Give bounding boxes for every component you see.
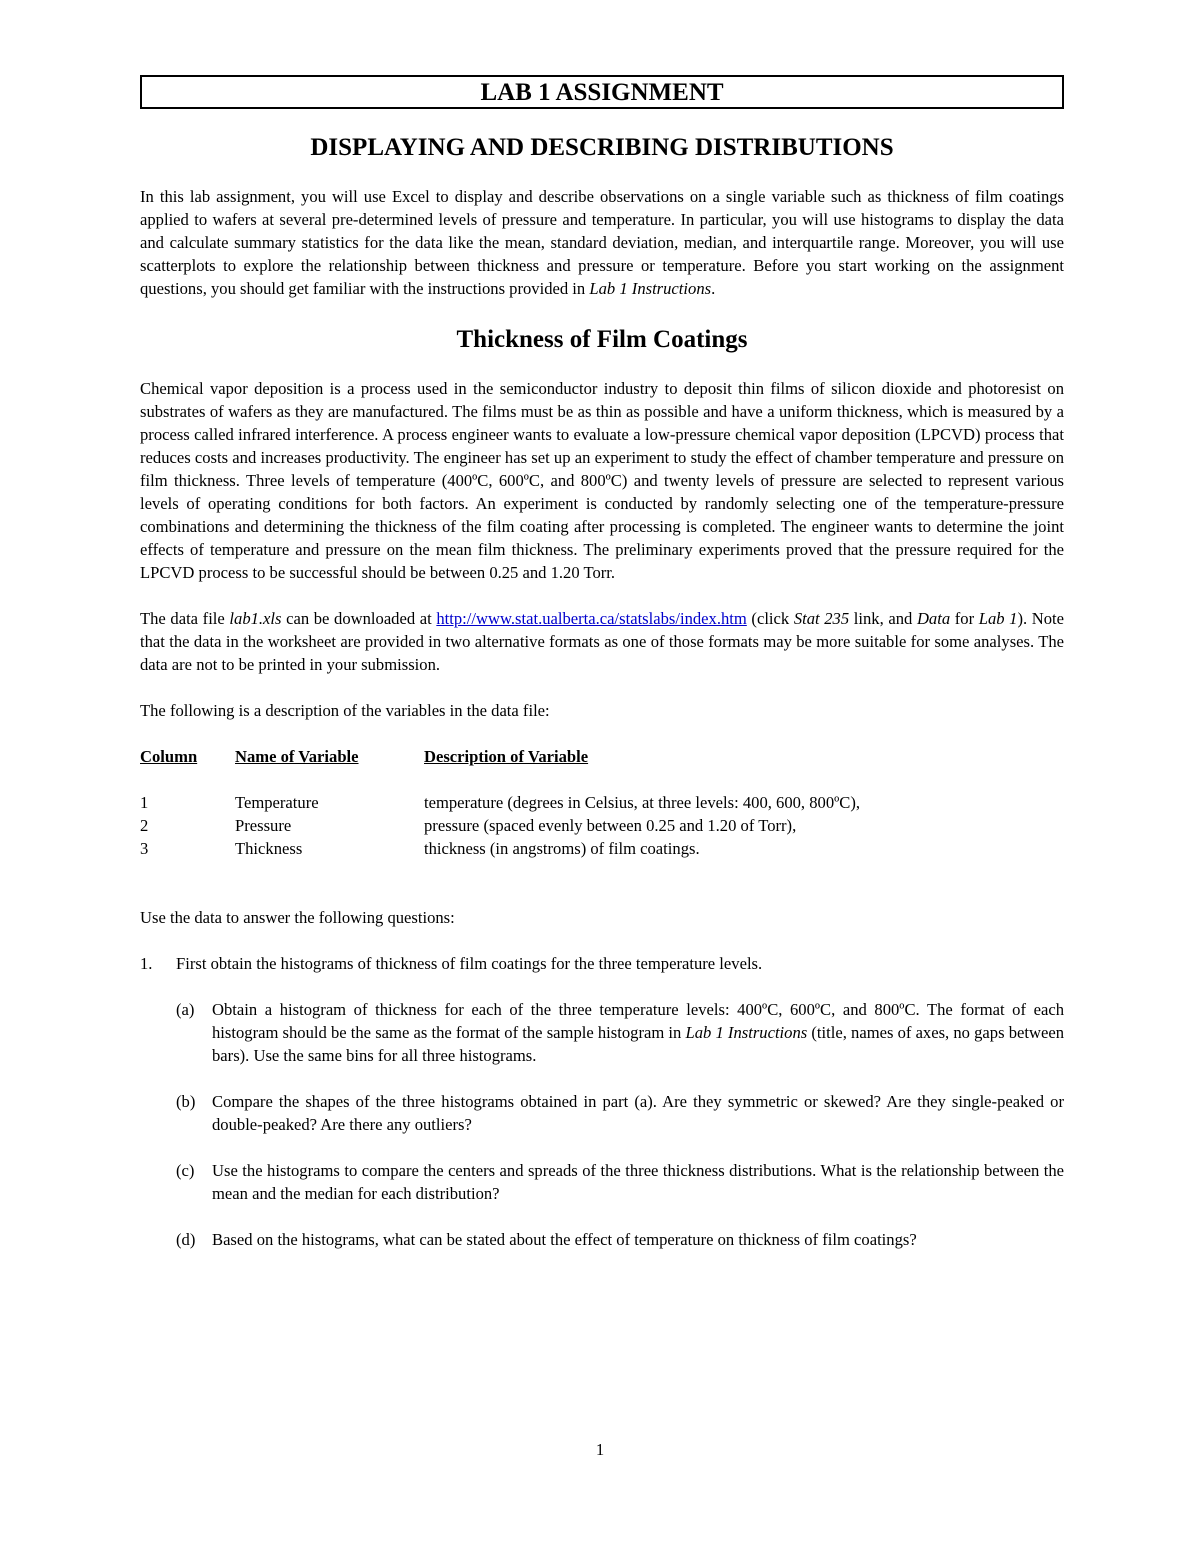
chem-paragraph: Chemical vapor deposition is a process used in the semiconductor industry to deposit thin films of silicon dioxide and photoresist on substrates of wafers as they are manufactured. The films must be as thin as possible and have a uniform thickness, which is measured by a process called infrared interference. A process engineer wants to evaluate a low-pressure chemical vapor deposition (LPCVD) process that reduces costs and increases productivity. The engineer has set up an experiment to study the effect of chamber temperature and pressure on film thickness. Three levels of temperature (400ºC, 600ºC, and 800ºC) and twenty levels of pressure are selected to represent various levels of operating conditions for both factors. An experiment is conducted by randomly selecting one of the temperature-pressure combinations and determining the thickness of the film coating after processing is completed. The engineer wants to determine the joint effects of temperature and pressure on the mean film thickness. The preliminary experiments proved that the pressure required for the LPCVD process to be successful should be between 0.25 and 1.20 Torr.: [140, 379, 1064, 582]
page-title: LAB 1 ASSIGNMENT: [140, 75, 1064, 109]
use-data-text: Use the data to answer the following questions:: [140, 908, 455, 927]
table-header: [140, 745, 1064, 768]
page-subtitle: DISPLAYING AND DESCRIBING DISTRIBUTIONS: [310, 134, 894, 161]
document-page: [140, 75, 1064, 1251]
intro-paragraph: In this lab assignment, you will use Excel to display and describe observations on a single variable such as thickness of film coatings applied to wafers at several pre-determined levels of pressure and temperature. In particular, you will use histograms to display the data and calculate summary statistics for the data like the mean, standard deviation, median, and interquartile range. Moreover, you will use scatterplots to explore the relationship between thickness and pressure or temperature. Before you start working on the assignment questions, you should get familiar with the instructions provided in Lab 1 Instructions.: [140, 187, 1064, 298]
description-intro: The following is a description of the variables in the data file:: [140, 701, 550, 720]
datafile-link[interactable]: http://www.stat.ualberta.ca/statslabs/index.htm: [436, 609, 747, 628]
question-1: 1. First obtain the histograms of thickness of film coatings for the three temperature levels.: [140, 954, 763, 973]
page-number: 1: [595, 1440, 605, 1459]
lab-instructions-ref: Lab 1 Instructions: [589, 279, 712, 298]
question-1b: (b) Compare the shapes of the three histograms obtained in part (a). Are they symmetric or skewed? Are they single-peaked or double-peaked? Are there any outliers?: [176, 1092, 1064, 1134]
header-description: Description of Variable: [424, 747, 589, 766]
datafile-paragraph: The data file lab1.xls can be downloaded at http://www.stat.ualberta.ca/statslabs/index.htm (click Stat 235 link, and Data for Lab 1). Note that the data in the worksheet are provided in two alternative formats as one of those formats may be more suitable for some analyses. The data are not to be printed in your submission.: [140, 609, 1065, 674]
question-1d: (d) Based on the histograms, what can be stated about the effect of temperature on thickness of film coatings?: [176, 1230, 917, 1249]
table-row: 1 Temperature temperature (degrees in Celsius, at three levels: 400, 600, 800ºC),: [140, 793, 860, 812]
header-name: Name of Variable: [235, 747, 359, 766]
lab-instructions-ref: Lab 1 Instructions: [685, 1023, 808, 1042]
variables-table: [140, 745, 1064, 860]
header-column: Column: [140, 747, 198, 766]
question-1a: (a) Obtain a histogram of thickness for each of the three temperature levels: 400ºC, 600ºC, and 800ºC. The format of each histogram should be the same as the format of the sample histogram in Lab 1 Instructions (title, names of axes, no gaps between bars). Use the same bins for all three histograms.: [176, 1000, 1064, 1065]
table-row: 2 Pressure pressure (spaced evenly between 0.25 and 1.20 of Torr),: [140, 816, 797, 835]
question-1c: (c) Use the histograms to compare the centers and spreads of the three thickness distributions. What is the relationship between the mean and the median for each distribution?: [176, 1161, 1064, 1203]
table-row: 3 Thickness thickness (in angstroms) of film coatings.: [140, 839, 700, 858]
section-title: Thickness of Film Coatings: [456, 326, 748, 353]
datafile-name: lab1.xls: [229, 609, 282, 628]
